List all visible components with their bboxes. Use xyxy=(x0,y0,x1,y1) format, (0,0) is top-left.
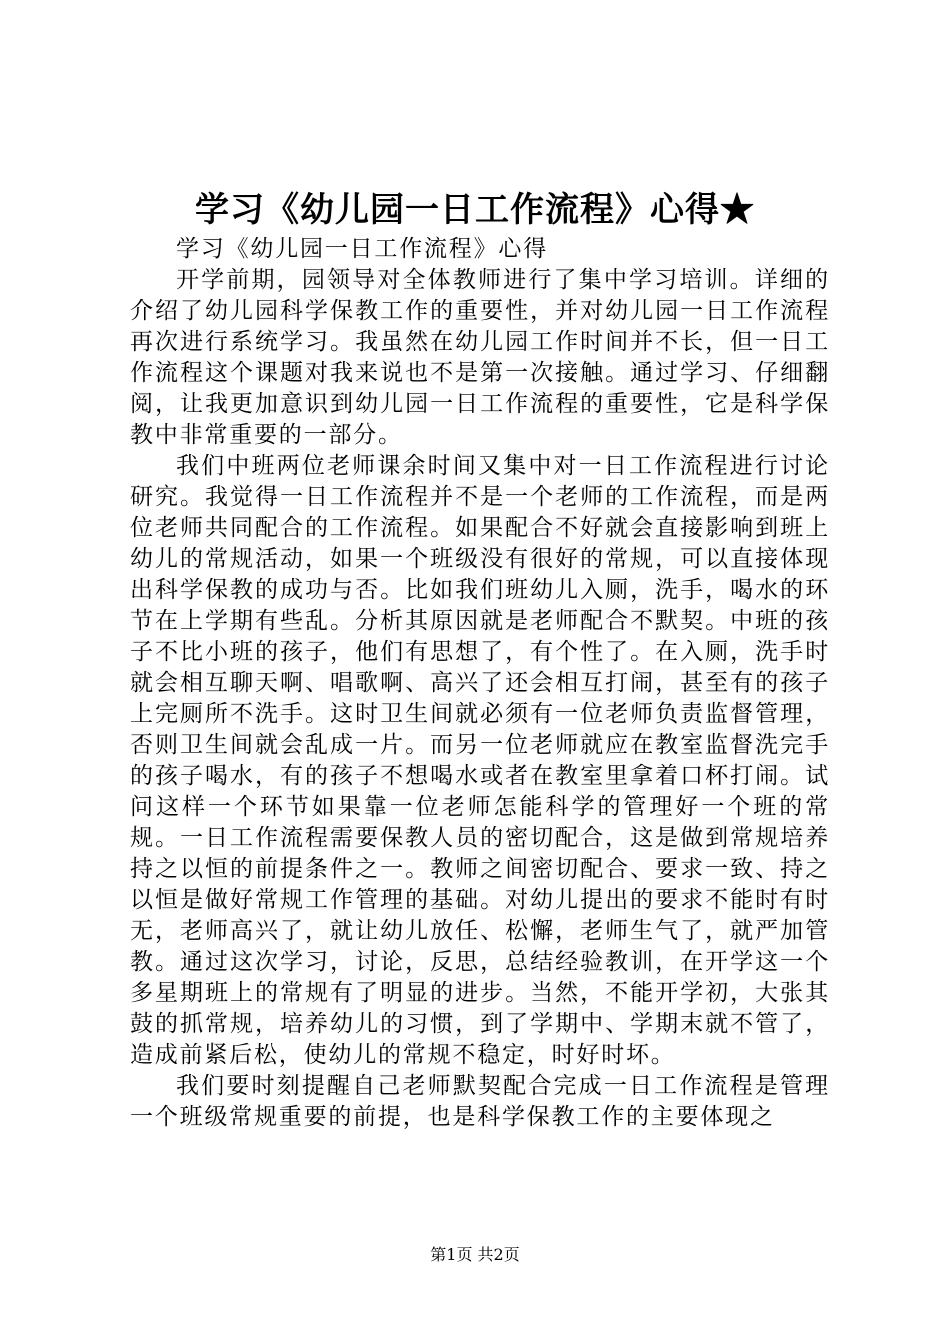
page-number: 第1页 共2页 xyxy=(430,1245,520,1264)
paragraph-1: 开学前期，园领导对全体教师进行了集中学习培训。详细的介绍了幼儿园科学保教工作的重要性，并对幼儿园一日工作流程再次进行系统学习。我虽然在幼儿园工作时间并不长，但一日工作流程这个课题对我来说也不是第一次接触。通过学习、仔细翻阅，让我更加意识到幼儿园一日工作流程的重要性，它是科学保教中非常重要的一部分。 xyxy=(130,267,830,448)
paragraph-subtitle: 学习《幼儿园一日工作流程》心得 xyxy=(176,236,548,262)
document-body xyxy=(130,234,830,1133)
document-title: 学习《幼儿园一日工作流程》心得★ xyxy=(195,190,755,230)
paragraph-3: 我们要时刻提醒自己老师默契配合完成一日工作流程是管理一个班级常规重要的前提，也是科学保教工作的主要体现之 xyxy=(130,1073,830,1130)
paragraph-2: 我们中班两位老师课余时间又集中对一日工作流程进行讨论研究。我觉得一日工作流程并不是一个老师的工作流程，而是两位老师共同配合的工作流程。如果配合不好就会直接影响到班上幼儿的常规活动，如果一个班级没有很好的常规，可以直接体现出科学保教的成功与否。比如我们班幼儿入厕，洗手，喝水的环节在上学期有些乱。分析其原因就是老师配合不默契。中班的孩子不比小班的孩子，他们有思想了，有个性了。在入厕，洗手时就会相互聊天啊、唱歌啊、高兴了还会相互打闹，甚至有的孩子上完厕所不洗手。这时卫生间就必须有一位老师负责监督管理，否则卫生间就会乱成一片。而另一位老师就应在教室监督洗完手的孩子喝水，有的孩子不想喝水或者在教室里拿着口杯打闹。试问这样一个环节如果靠一位老师怎能科学的管理好一个班的常规。一日工作流程需要保教人员的密切配合，这是做到常规培养持之以恒的前提条件之一。教师之间密切配合、要求一致、持之以恒是做好常规工作管理的基础。对幼儿提出的要求不能时有时无，老师高兴了，就让幼儿放任、松懈，老师生气了，就严加管教。通过这次学习，讨论，反思，总结经验教训，在开学这一个多星期班上的常规有了明显的进步。当然，不能开学初，大张其鼓的抓常规，培养幼儿的习惯，到了学期中、学期末就不管了，造成前紧后松，使幼儿的常规不稳定，时好时坏。 xyxy=(130,453,830,1068)
